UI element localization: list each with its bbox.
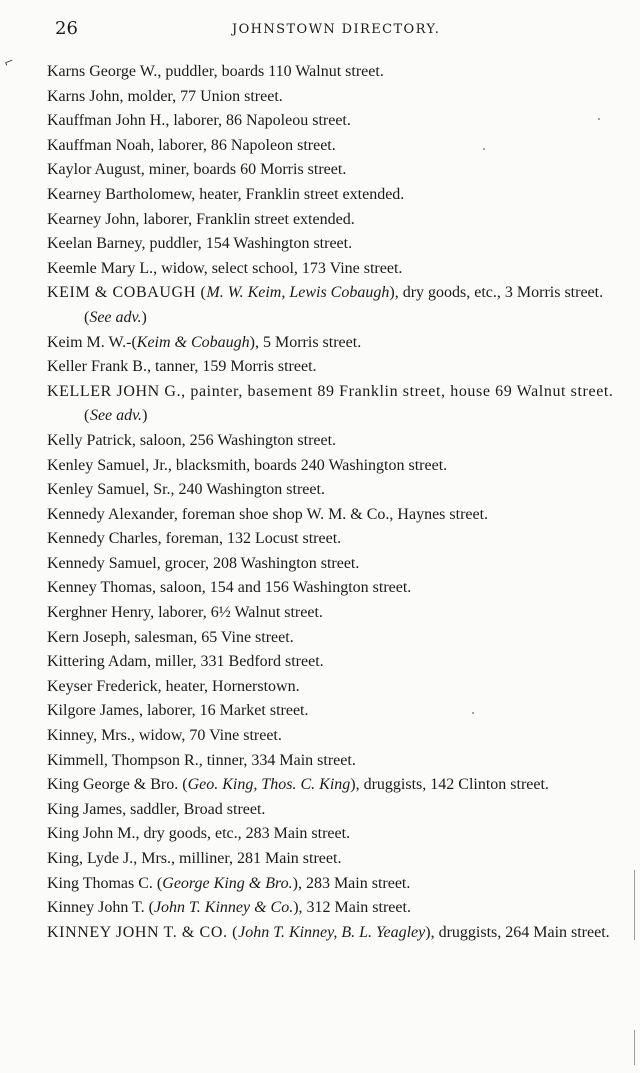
directory-entry (0, 208, 640, 233)
entry-text: Keyser Frederick, heater, Hornerstown. (47, 677, 300, 695)
page-edge-mark (634, 1030, 635, 1065)
entry-text: Keemle Mary L., widow, select school, 173 Vine street. (47, 259, 403, 277)
entry-text: Kearney John, laborer, Franklin street extended. (47, 210, 355, 228)
margin-mark: ⌐ (1, 53, 17, 71)
directory-entry (0, 576, 640, 601)
directory-entry (0, 798, 640, 823)
entry-text: King George & Bro. ( (47, 776, 188, 794)
entry-text: King James, saddler, Broad street. (47, 800, 266, 818)
directory-entry (0, 503, 640, 528)
directory-entry (0, 601, 640, 626)
page-edge-mark (634, 870, 635, 940)
entry-italic-text: Keim & Cobaugh (136, 333, 250, 351)
directory-entry (0, 454, 640, 479)
entry-text: KELLER JOHN G., painter, basement 89 Franklin street, house 69 Walnut street. ( (47, 382, 614, 425)
directory-entry (0, 429, 640, 454)
entry-italic-text: George King & Bro. (162, 874, 293, 892)
page-header (0, 18, 640, 44)
entry-italic-text: See adv. (89, 308, 142, 326)
entry-text: King, Lyde J., Mrs., milliner, 281 Main street. (47, 850, 342, 867)
entry-text: Keller Frank B., tanner, 159 Morris street. (47, 358, 317, 376)
directory-entry (0, 257, 640, 282)
entry-italic-text: See adv. (89, 407, 143, 425)
entry-text: Kenley Samuel, Sr., 240 Washington street. (47, 481, 325, 499)
directory-entry (0, 749, 640, 774)
entry-text: ) (141, 308, 147, 326)
entry-text: ), 283 Main street. (292, 874, 411, 892)
entry-text: Kenley Samuel, Jr., blacksmith, boards 240 Washington street. (47, 456, 448, 474)
directory-entry (0, 626, 640, 651)
entry-text: Kaylor August, miner, boards 60 Morris street. (47, 161, 347, 179)
directory-entry (0, 281, 640, 330)
entry-text: Keelan Barney, puddler, 154 Washington street. (47, 235, 353, 253)
directory-entry (0, 85, 640, 110)
directory-entry (0, 773, 640, 798)
directory-entry (0, 478, 640, 503)
directory-entry (0, 872, 640, 897)
entry-text: ), dry goods, etc., 3 Morris street. ( (84, 284, 604, 326)
entry-text: Keim M. W.-( (47, 333, 137, 351)
entry-text: ), 5 Morris street. (249, 333, 362, 351)
entry-text: Karns John, molder, 77 Union street. (47, 87, 283, 105)
directory-entry (0, 822, 640, 847)
entry-text: ), druggists, 142 Clinton street. (350, 776, 549, 794)
directory-entry (0, 921, 640, 946)
entry-text: Kennedy Samuel, grocer, 208 Washington street. (47, 554, 360, 572)
entry-text: Kauffman Noah, laborer, 86 Napoleon street. (47, 136, 336, 154)
directory-entry (0, 183, 640, 208)
entry-text: ) (142, 407, 148, 425)
directory-entry (0, 724, 640, 749)
directory-entry (0, 699, 640, 724)
entry-text: KINNEY JOHN T. & CO. ( (47, 923, 239, 941)
directory-entries (0, 60, 640, 945)
entry-text: Kauffman John H., laborer, 86 Napoleou street. (47, 112, 351, 130)
directory-entry (0, 380, 640, 429)
directory-entry (0, 331, 640, 356)
directory-entry (0, 60, 640, 85)
directory-entry (0, 675, 640, 700)
entry-text: Kilgore James, laborer, 16 Market street. (47, 702, 309, 720)
entry-text: Kimmell, Thompson R., tinner, 334 Main street. (47, 751, 356, 769)
entry-text: Kern Joseph, salesman, 65 Vine street. (47, 628, 294, 646)
entry-text: ), 312 Main street. (293, 899, 411, 917)
entry-text: Kinney, Mrs., widow, 70 Vine street. (47, 727, 282, 745)
entry-text: Kittering Adam, miller, 331 Bedford street. (47, 653, 324, 671)
entry-italic-text: M. W. Keim, Lewis Cobaugh (206, 284, 390, 302)
entry-text: Kennedy Alexander, foreman shoe shop W. M. & Co., Haynes street. (47, 505, 489, 523)
directory-entry (0, 847, 640, 872)
entry-italic-text: John T. Kinney, B. L. Yeagley (238, 923, 426, 941)
directory-entry (0, 552, 640, 577)
entry-text: Kennedy Charles, foreman, 132 Locust street. (47, 530, 342, 548)
directory-entry (0, 158, 640, 183)
running-head: JOHNSTOWN DIRECTORY. (232, 22, 441, 37)
entry-text: Kearney Bartholomew, heater, Franklin street extended. (47, 185, 405, 203)
entry-text: ), druggists, 264 Main street. (425, 923, 610, 941)
directory-entry (0, 527, 640, 552)
directory-entry (0, 650, 640, 675)
directory-entry (0, 109, 640, 134)
entry-italic-text: John T. Kinney & Co. (153, 899, 294, 917)
entry-text: Kenney Thomas, saloon, 154 and 156 Washington street. (47, 579, 412, 597)
directory-entry (0, 896, 640, 921)
directory-entry (0, 134, 640, 159)
entry-text: King John M., dry goods, etc., 283 Main street. (47, 825, 351, 843)
scan-speck (483, 148, 485, 150)
entry-text: Kinney John T. ( (47, 899, 154, 917)
entry-text: Kelly Patrick, saloon, 256 Washington street. (47, 431, 337, 449)
entry-text: King Thomas C. ( (47, 874, 163, 892)
scan-speck (598, 118, 600, 120)
entry-text: Kerghner Henry, laborer, 6½ Walnut street. (47, 604, 323, 622)
entry-text: Karns George W., puddler, boards 110 Walnut street. (47, 63, 384, 80)
directory-entry (0, 232, 640, 257)
directory-entry (0, 355, 640, 380)
entry-italic-text: Geo. King, Thos. C. King (187, 776, 351, 794)
page-number: 26 (55, 18, 78, 39)
entry-text: KEIM & COBAUGH ( (47, 284, 207, 302)
scan-speck (472, 712, 474, 714)
